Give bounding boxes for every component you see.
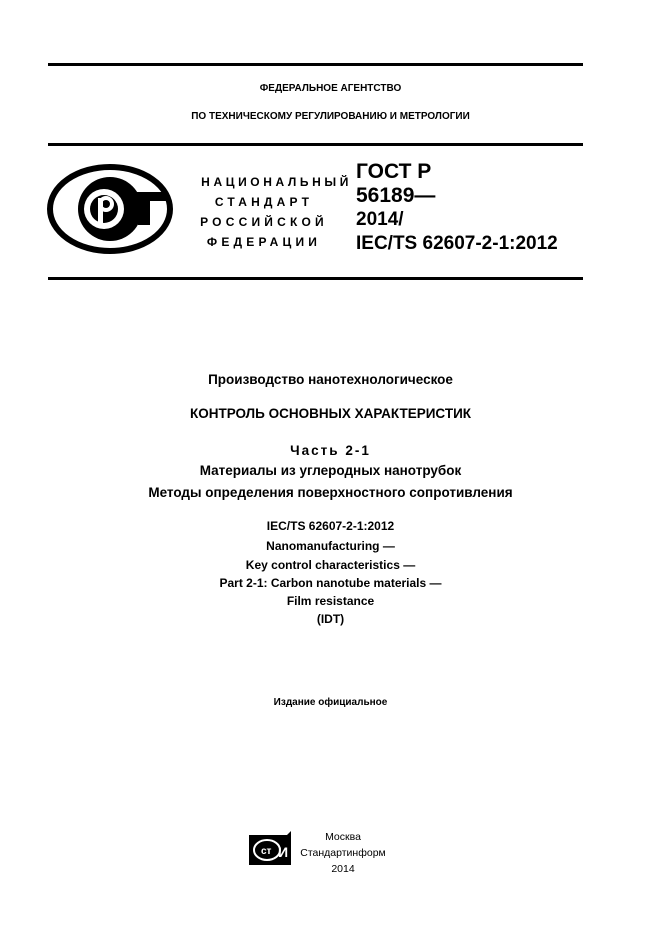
- standartinform-logo: [247, 831, 293, 867]
- title-line: КОНТРОЛЬ ОСНОВНЫХ ХАРАКТЕРИСТИК: [189, 406, 472, 421]
- national-line: СТАНДАРТ: [214, 195, 314, 209]
- iec-line: Nanomanufacturing —: [266, 539, 395, 553]
- title-line: Материалы из углеродных нанотрубок: [199, 463, 462, 478]
- svg-text:И: И: [278, 844, 289, 860]
- standard-designation: [356, 160, 558, 256]
- agency-line1: ФЕДЕРАЛЬНОЕ АГЕНТСТВО: [259, 83, 402, 94]
- publisher-city: Москва: [325, 831, 361, 843]
- national-line: НАЦИОНАЛЬНЫЙ: [201, 175, 352, 189]
- iec-line: Part 2-1: Carbon nanotube materials —: [219, 576, 442, 590]
- edition-label: Издание официальное: [273, 697, 388, 708]
- agency-line2: ПО ТЕХНИЧЕСКОМУ РЕГУЛИРОВАНИЮ И МЕТРОЛОГИИ: [191, 111, 470, 122]
- designation-line: 56189—: [356, 184, 436, 207]
- national-line: ФЕДЕРАЦИИ: [206, 235, 322, 249]
- designation-line: 2014/: [356, 209, 404, 230]
- header-rule: [48, 143, 583, 146]
- designation-line: IEC/TS 62607-2-1:2012: [356, 233, 558, 254]
- title-line: Производство нанотехнологическое: [208, 372, 453, 387]
- publisher-info: [298, 829, 388, 877]
- part-label: Часть 2-1: [290, 443, 371, 458]
- iec-line: (IDT): [316, 612, 345, 626]
- publisher-name: Стандартинформ: [300, 847, 386, 859]
- national-line: РОССИЙСКОЙ: [200, 215, 328, 229]
- header-bottom-rule: [48, 277, 583, 280]
- publisher-year: 2014: [331, 863, 355, 875]
- iec-line: IEC/TS 62607-2-1:2012: [266, 519, 395, 533]
- gost-r-logo: [46, 162, 176, 257]
- iec-line: Key control characteristics —: [245, 558, 416, 572]
- iec-line: Film resistance: [286, 594, 375, 608]
- national-standard-label: [176, 172, 352, 252]
- svg-text:ст: ст: [261, 846, 272, 857]
- designation-line: ГОСТ Р: [356, 160, 432, 183]
- top-rule: [48, 63, 583, 66]
- title-line: Методы определения поверхностного сопротивления: [148, 485, 513, 500]
